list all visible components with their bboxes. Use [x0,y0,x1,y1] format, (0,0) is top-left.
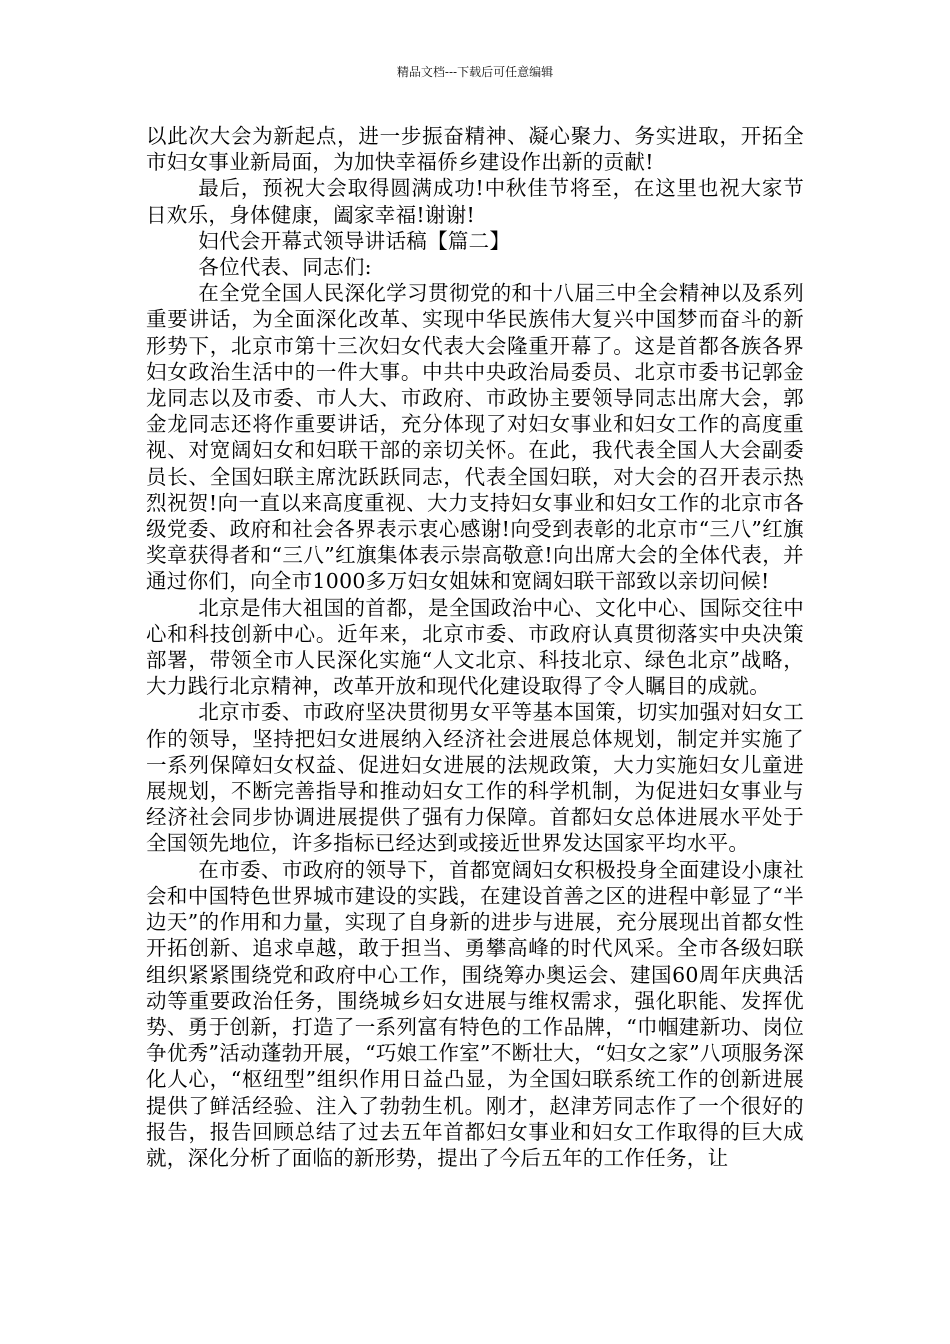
document-body [146,123,804,1171]
paragraph-gender-equality: 北京市委、市政府坚决贯彻男女平等基本国策，切实加强对妇女工作的领导，坚持把妇女进展纳入经济社会进展总体规划，制定并实施了一系列保障妇女权益、促进妇女进展的法规政策，大力实施妇女儿童进展规划，不断完善指导和推动妇女工作的科学机制，为促进妇女事业与经济社会同步协调进展提供了强有力保障。首都妇女总体进展水平处于全国领先地位，许多指标已经达到或接近世界发达国家平均水平。 [146,700,804,856]
paragraph-beijing-capital: 北京是伟大祖国的首都，是全国政治中心、文化中心、国际交往中心和科技创新中心。近年来，北京市委、市政府认真贯彻落实中央决策部署，带领全市人民深化实施“人文北京、科技北京、绿色北京”战略，大力践行北京精神，改革开放和现代化建设取得了令人瞩目的成就。 [146,595,804,699]
section-heading: 妇代会开幕式领导讲话稿【篇二】 [198,228,511,253]
paragraph-continuation: 以此次大会为新起点，进一步振奋精神、凝心聚力、务实进取，开拓全市妇女事业新局面，为加快幸福侨乡建设作出新的贡献! [146,124,804,175]
paragraph-womens-work: 在市委、市政府的领导下，首都宽阔妇女积极投身全面建设小康社会和中国特色世界城市建设的实践，在建设首善之区的进程中彰显了“半边天”的作用和力量，实现了自身新的进步与进展，充分展现出首都女性开拓创新、追求卓越，敢于担当、勇攀高峰的时代风采。全市各级妇联组织紧紧围绕党和政府中心工作，围绕筹办奥运会、建国60周年庆典活动等重要政治任务，围绕城乡妇女进展与维权需求，强化职能、发挥优势、勇于创新，打造了一系列富有特色的工作品牌，“巾帼建新功、岗位争优秀”活动蓬勃开展，“巧娘工作室”不断壮大，“妇女之家”八项服务深化人心，“枢纽型”组织作用日益凸显，为全国妇联系统工作的创新进展提供了鲜活经验、注入了勃勃生机。刚才，赵津芳同志作了一个很好的报告，报告回顾总结了过去五年首都妇女事业和妇女工作取得的巨大成就，深化分析了面临的新形势，提出了今后五年的工作任务，让 [146,857,804,1170]
paragraph-closing-wishes: 最后，预祝大会取得圆满成功!中秋佳节将至，在这里也祝大家节日欢乐，身体健康，阖家幸福!谢谢! [146,176,804,227]
paragraph-opening: 在全党全国人民深化学习贯彻党的和十八届三中全会精神以及系列重要讲话，为全面深化改革、实现中华民族伟大复兴中国梦而奋斗的新形势下，北京市第十三次妇女代表大会隆重开幕了。这是首都各族各界妇女政治生活中的一件大事。中共中央政治局委员、北京市委书记郭金龙同志以及市委、市人大、市政府、市政协主要领导同志出席大会，郭金龙同志还将作重要讲话，充分体现了对妇女事业和妇女工作的高度重视、对宽阔妇女和妇联干部的亲切关怀。在此，我代表全国人大会副委员长、全国妇联主席沈跃跃同志，代表全国妇联，对大会的召开表示热烈祝贺!向一直以来高度重视、大力支持妇女事业和妇女工作的北京市各级党委、政府和社会各界表示衷心感谢!向受到表彰的北京市“三八”红旗奖章获得者和“三八”红旗集体表示崇高敬意!向出席大会的全体代表，并通过你们，向全市1000多万妇女姐妹和宽阔妇联干部致以亲切问候! [146,281,804,594]
page-header: 精品文档---下载后可任意编辑 [396,65,554,79]
salutation: 各位代表、同志们: [198,255,372,280]
